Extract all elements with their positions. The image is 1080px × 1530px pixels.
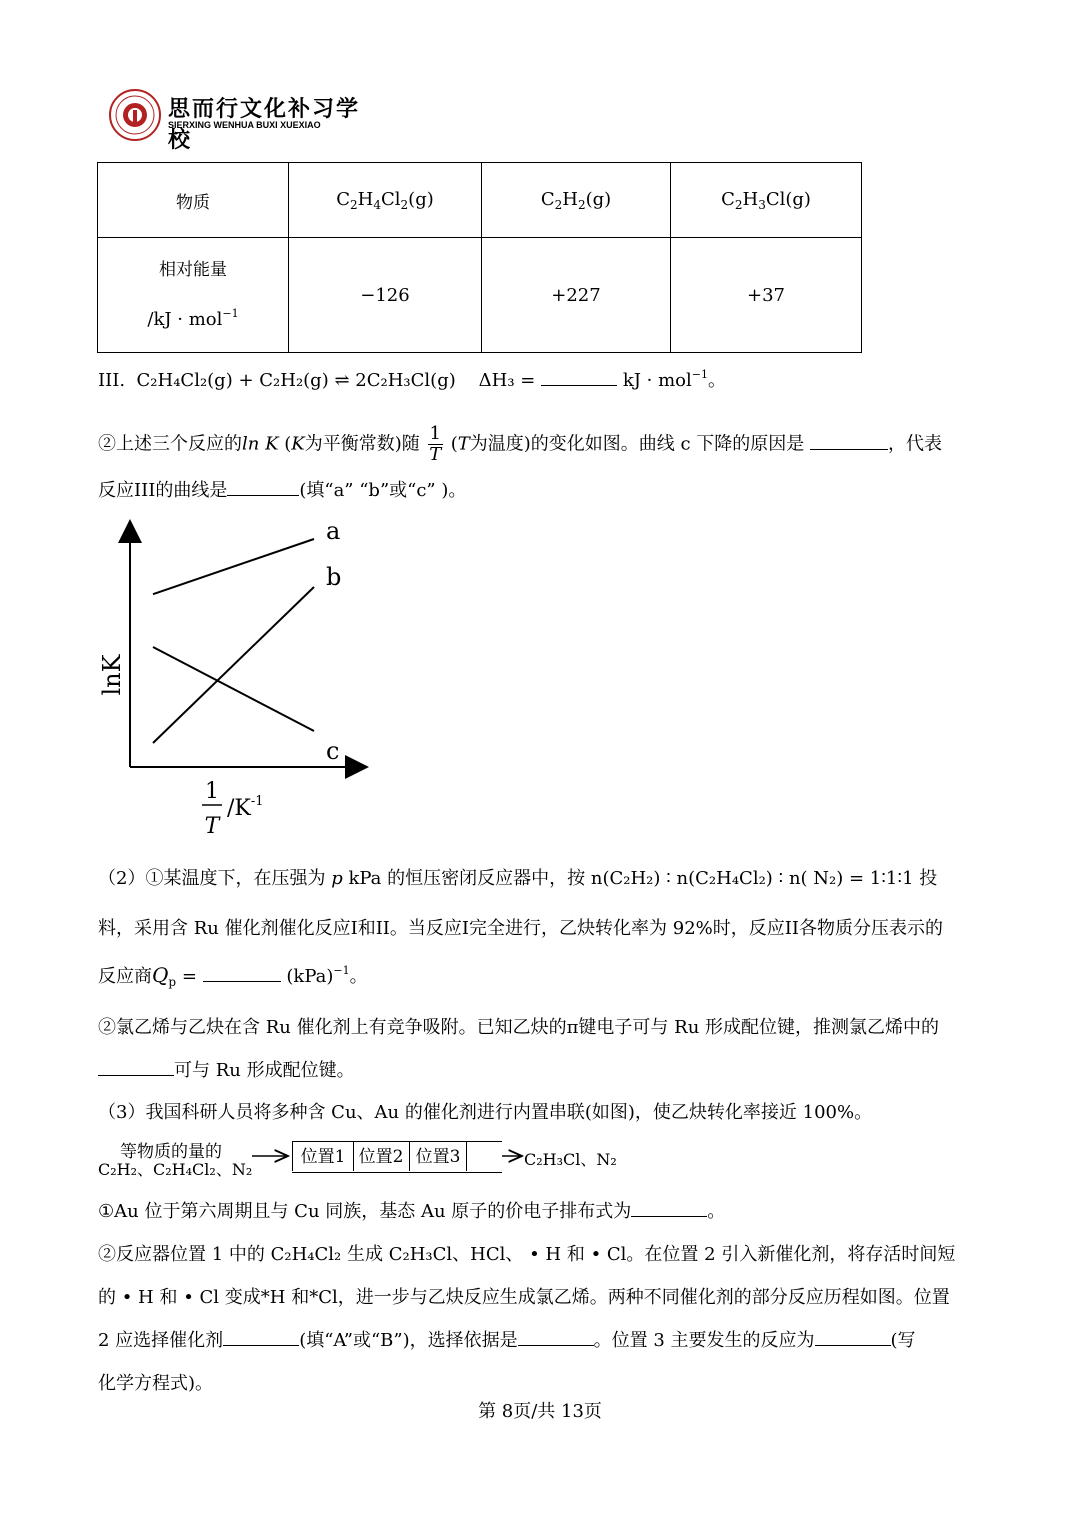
answer-blank[interactable]: [541, 371, 617, 386]
reactor-position-2: 位置2: [353, 1141, 410, 1171]
part2-line2: 料，采用含 Ru 催化剂催化反应I和II。当反应I完全进行，乙炔转化率为 92%时，反应II各物质分压表示的: [98, 918, 943, 939]
flow-feed-line1: 等物质的量的: [120, 1142, 222, 1162]
page-footer: 第 8页/共 13页: [478, 1401, 602, 1422]
series-line-a: [153, 539, 314, 594]
series-label-c: c: [326, 737, 340, 765]
part2-line4: ②氯乙烯与乙炔在含 Ru 催化剂上有竞争吸附。已知乙炔的π键电子可与 Ru 形成配位键，推测氯乙烯中的: [98, 1017, 940, 1038]
part3-line2: ①Au 位于第六周期且与 Cu 同族，基态 Au 原子的价电子排布式为 。: [98, 1201, 726, 1222]
flow-product: C₂H₃Cl、N₂: [524, 1150, 617, 1169]
part2-line1: （2）①某温度下，在压强为 p kPa 的恒压密闭反应器中，按 n(C₂H₂) ∶ n(C₂H₄Cl₂) ∶ n( N₂) = 1∶1∶1 投: [98, 868, 938, 889]
part2-line3: 反应商$Q_p = (kPa)^{-1}$。: [98, 963, 368, 989]
table-row-label: 相对能量 /kJ · mol$^{-1}$: [98, 238, 289, 353]
school-logo: [108, 88, 368, 153]
part3-line6: 化学方程式)。: [98, 1373, 214, 1394]
table-header-c2h4cl2: $C_2H_4Cl_2(g)$: [289, 163, 482, 238]
table-cell-value: −126: [289, 238, 482, 353]
answer-blank[interactable]: [227, 481, 299, 496]
series-label-b: b: [326, 563, 342, 591]
reaction-3-line: III. C₂H₄Cl₂(g) + C₂H₂(g) ⇌ 2C₂H₃Cl(g) ΔH₃ = kJ · mol$^{-1}$。: [98, 368, 726, 391]
answer-blank[interactable]: [631, 1202, 707, 1217]
school-name-cn: 思而行文化补习学校: [168, 97, 361, 153]
lnk-vs-inverse-t-chart: [90, 515, 390, 845]
series-label-a: a: [326, 517, 341, 545]
y-axis-label: lnK: [98, 654, 126, 696]
answer-blank[interactable]: [518, 1331, 594, 1346]
table-cell-value: +227: [482, 238, 671, 353]
answer-blank[interactable]: [223, 1331, 299, 1346]
fraction-1-over-T: $\frac{1}{T}$: [429, 423, 442, 465]
series-line-b: [153, 587, 314, 743]
x-axis-label-numerator: 1: [205, 779, 219, 804]
part3-line5: 2 应选择催化剂 (填“A”或“B”)，选择依据是 。位置 3 主要发生的反应为 (写: [98, 1330, 916, 1351]
answer-blank[interactable]: [815, 1331, 891, 1346]
table-header-row: [98, 163, 862, 238]
part2-line5: 可与 Ru 形成配位键。: [98, 1056, 355, 1082]
part3-line3: ②反应器位置 1 中的 C₂H₄Cl₂ 生成 C₂H₃Cl、HCl、 • H 和 • Cl。在位置 2 引入新催化剂，将存活时间短: [98, 1244, 956, 1265]
part3-line1: （3）我国科研人员将多种含 Cu、Au 的催化剂进行内置串联(如图)，使乙炔转化率接近 100%。: [98, 1102, 873, 1123]
table-cell-value: +37: [671, 238, 862, 353]
reactor-position-1: 位置1: [292, 1141, 354, 1171]
answer-blank[interactable]: [203, 967, 281, 982]
table-row-energy: [98, 238, 862, 353]
answer-blank[interactable]: [810, 435, 888, 450]
table-header-c2h2: $C_2H_2(g)$: [482, 163, 671, 238]
reactor-position-3: 位置3: [410, 1141, 467, 1171]
q2-line1: ②上述三个反应的ln K (K为平衡常数)随 $\frac{1}{T}$ (T为温度)的变化如图。曲线 c 下降的原因是 ，代表: [98, 423, 943, 465]
q2-line2: 反应III的曲线是 (填“a” “b”或“c” )。: [98, 480, 467, 501]
flow-feed-line2: C₂H₂、C₂H₄Cl₂、N₂: [98, 1160, 253, 1179]
energy-table: [97, 162, 862, 353]
x-axis-label-denominator: T: [204, 814, 220, 839]
table-header-c2h3cl: $C_2H_3Cl(g)$: [671, 163, 862, 238]
school-name-en: SIERXING WENHUA BUXI XUEXIAO: [168, 120, 321, 130]
part3-line4: 的 • H 和 • Cl 变成*H 和*Cl，进一步与乙炔反应生成氯乙烯。两种不同催化剂的部分反应历程如图。位置: [98, 1287, 950, 1308]
table-header-substance: 物质: [98, 163, 289, 238]
school-seal-icon: [108, 88, 162, 142]
answer-blank[interactable]: [98, 1061, 174, 1076]
x-axis-label-unit: $/K^{-1}$: [227, 794, 264, 821]
